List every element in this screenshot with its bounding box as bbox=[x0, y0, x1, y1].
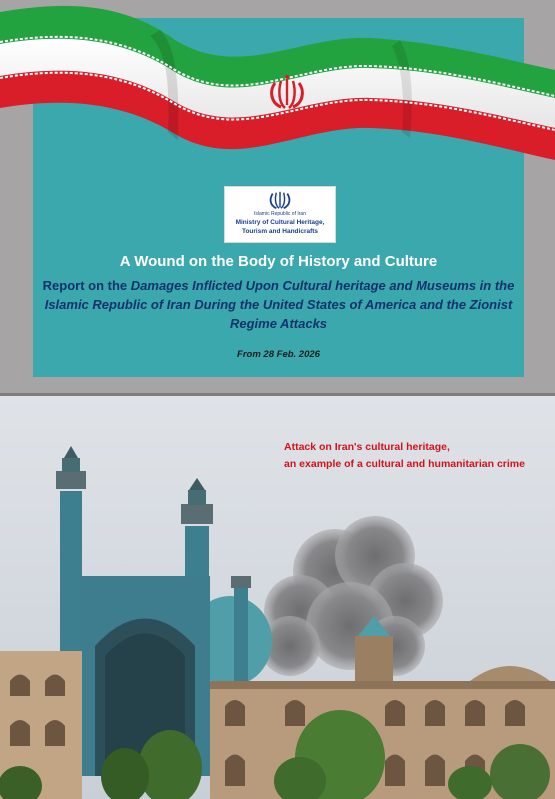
ministry-logo bbox=[224, 186, 336, 243]
cover-section bbox=[0, 0, 555, 393]
caption-line1: Attack on Iran's cultural heritage, bbox=[284, 441, 450, 453]
photo-caption bbox=[284, 439, 549, 473]
report-title: A Wound on the Body of History and Culture bbox=[119, 253, 438, 270]
logo-country: Islamic Republic of Iran bbox=[254, 211, 306, 217]
report-subtitle bbox=[40, 276, 517, 333]
logo-ministry-line1: Ministry of Cultural Heritage, bbox=[235, 219, 325, 226]
iran-flag-ribbon bbox=[0, 0, 555, 190]
report-date: From 28 Feb. 2026 bbox=[237, 349, 320, 360]
iran-emblem-icon bbox=[269, 190, 291, 210]
subtitle-emphasis: Damages Inflicted Upon Cultural heritage and Museums in the Islamic Republic of Iran During the United States of America and the Zionist Regime Attacks bbox=[44, 278, 515, 331]
caption-line2: an example of a cultural and humanitarian crime bbox=[284, 458, 525, 470]
subtitle-lead: Report on the bbox=[42, 278, 131, 293]
logo-ministry-line2: Tourism and Handicrafts bbox=[241, 228, 319, 235]
photo-section bbox=[0, 396, 555, 799]
